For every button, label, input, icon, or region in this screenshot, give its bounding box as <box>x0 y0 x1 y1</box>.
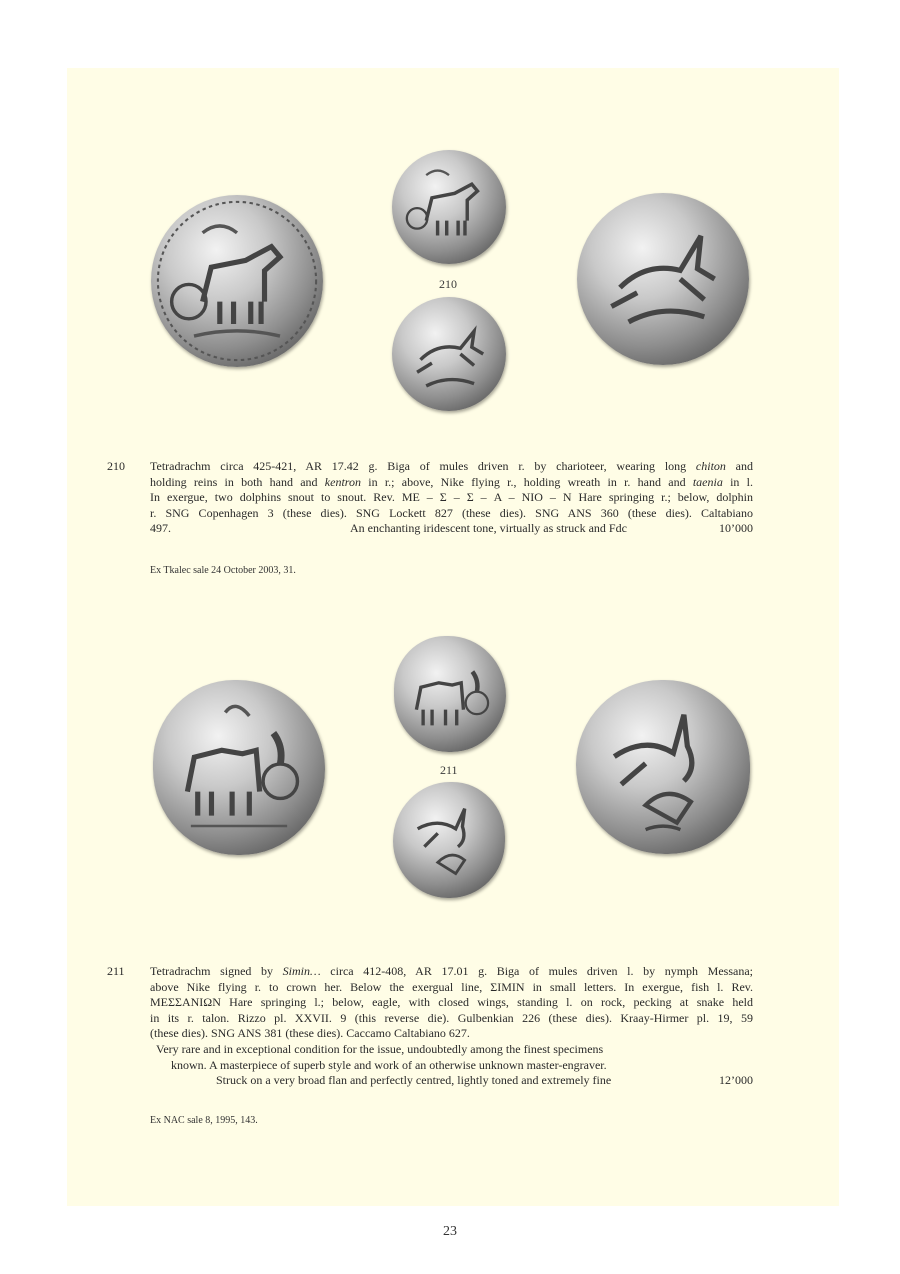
lot-number: 210 <box>107 459 125 473</box>
hare-eagle-relief-icon <box>393 782 505 898</box>
coin-210-reverse-small <box>392 297 506 411</box>
description-line: above Nike flying r. to crown her. Below the exergual line, ΣIMIN in small letters. In exergue, fish l. Rev. <box>150 979 753 994</box>
grade-note: An enchanting iridescent tone, virtually as struck and Fdc <box>350 521 627 536</box>
coin-210-obverse-small <box>392 150 506 264</box>
description-line: Tetradrachm circa 425-421, AR 17.42 g. Biga of mules driven r. by charioteer, wearing long chiton and <box>150 459 753 473</box>
reference-tail: 497. <box>150 521 171 536</box>
estimate-price: 10’000 <box>719 521 753 536</box>
biga-obverse-relief-icon <box>392 150 506 264</box>
grade-note: Struck on a very broad flan and perfectly centred, lightly toned and extremely fine <box>216 1073 612 1088</box>
description-line: r. SNG Copenhagen 3 (these dies). SNG Lockett 827 (these dies). SNG ANS 360 (these dies). Caltabiano <box>150 505 753 520</box>
grade-line-with-price <box>150 1073 753 1089</box>
biga-obverse-relief-icon <box>151 195 323 367</box>
description-line: ΜΕΣΣΑΝΙΩΝ Hare springing l.; below, eagle, with closed wings, standing l. on rock, pecking at snake held <box>150 995 753 1010</box>
lot-description <box>150 964 753 1089</box>
description-last-line: (these dies). SNG ANS 381 (these dies). Caccamo Caltabiano 627. <box>150 1026 470 1041</box>
hare-reverse-relief-icon <box>392 297 506 411</box>
image-label-211: 211 <box>440 763 458 777</box>
estimate-price: 12’000 <box>719 1073 753 1088</box>
page-number: 23 <box>443 1224 457 1239</box>
lot-number: 211 <box>107 964 125 978</box>
description-line: Tetradrachm signed by Simin… circa 412-408, AR 17.01 g. Biga of mules driven l. by nymph Messana; <box>150 964 753 978</box>
lot-210-provenance: Ex Tkalec sale 24 October 2003, 31. <box>150 565 296 576</box>
coin-211-reverse-large <box>576 680 750 854</box>
description-last-line <box>150 521 753 537</box>
hare-reverse-relief-icon <box>577 193 749 365</box>
lot-211-provenance: Ex NAC sale 8, 1995, 143. <box>150 1115 258 1126</box>
coin-210-obverse-large <box>151 195 323 367</box>
description-line: in its r. talon. Rizzo pl. XXVII. 9 (this reverse die). Gulbenkian 226 (these dies). Kraay-Hirmer pl. 19, 59 <box>150 1010 753 1025</box>
lot-210-entry <box>107 459 753 539</box>
grade-line: known. A masterpiece of superb style and work of an otherwise unknown master-engraver. <box>171 1057 607 1072</box>
coin-211-reverse-small <box>393 782 505 898</box>
image-label-210: 210 <box>439 277 457 291</box>
grade-line: Very rare and in exceptional condition for the issue, undoubtedly among the finest specimens <box>156 1041 604 1056</box>
messana-biga-relief-icon <box>394 636 506 752</box>
description-line: In exergue, two dolphins snout to snout. Rev. ME – Σ – Σ – A – NIO – N Hare springing r.; below, dolphin <box>150 490 753 505</box>
description-line: holding reins in both hand and kentron in r.; above, Nike flying r., holding wreath in r. hand and taenia in l. <box>150 474 753 489</box>
messana-biga-relief-icon <box>153 680 325 855</box>
hare-eagle-relief-icon <box>576 680 750 854</box>
coin-211-obverse-large <box>153 680 325 855</box>
coin-211-obverse-small <box>394 636 506 752</box>
lot-description <box>150 459 753 537</box>
lot-211-entry <box>107 964 753 1090</box>
coin-210-reverse-large <box>577 193 749 365</box>
